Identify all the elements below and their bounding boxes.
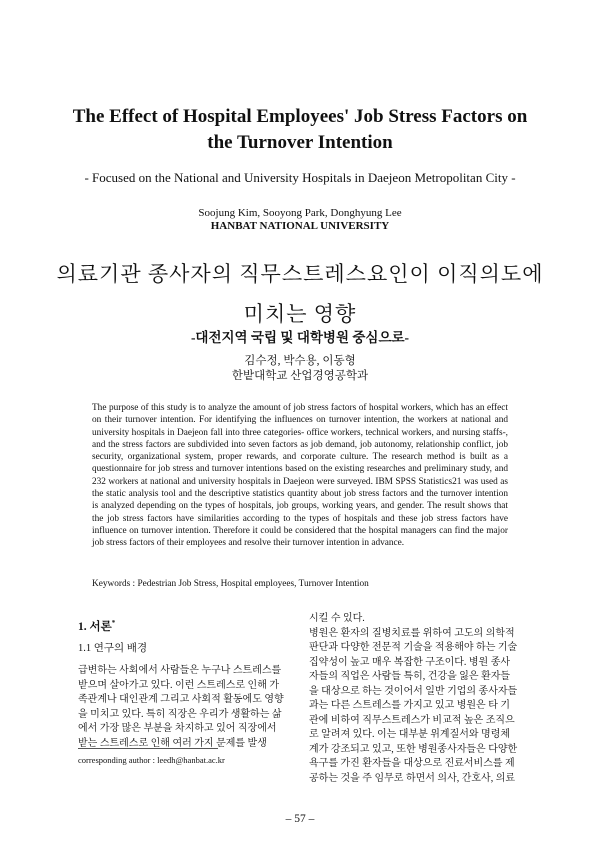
subsection-heading: 1.1 연구의 배경	[78, 643, 148, 654]
right-column-line: 을 대상으로 하는 것이어서 일반 기업의 종사자들	[309, 685, 518, 697]
right-column-body	[309, 612, 525, 786]
left-column-body	[78, 664, 298, 751]
paper-title-korean-line-1: 의료기관 종사자의 직무스트레스요인이 이직의도에	[56, 262, 544, 286]
right-column-line: 관에 비하여 직무스트레스가 비교적 높은 조직으	[309, 714, 515, 726]
paper-title	[0, 104, 600, 156]
right-column-line: 집약성이 높고 매우 복잡한 구조이다. 병원 종사	[309, 656, 511, 668]
right-column-line: 계가 강조되고 있고, 또한 병원종사자들은 다양한	[309, 743, 518, 755]
right-column-line: 판단과 다양한 전문적 기술을 적용해야 하는 기술	[309, 642, 518, 653]
right-column-line: 로 알려져 있다. 이는 대부분 위계질서와 명령체	[309, 729, 511, 740]
paper-title-korean-line-2: 미치는 영향	[243, 302, 357, 326]
paper-title-line-2: the Turnover Intention	[207, 132, 393, 153]
right-column-line: 과는 다른 스트레스를 가지고 있고 병원은 타 기	[309, 700, 511, 711]
page-number: – 57 –	[285, 813, 315, 825]
paper-subtitle: - Focused on the National and University Hospitals in Daejeon Metropolitan City -	[84, 170, 516, 185]
paper-subtitle-korean: -대전지역 국립 및 대학병원 중심으로-	[190, 330, 410, 345]
abstract: The purpose of this study is to analyze the amount of job stress factors of hospital workers, which has an effect on their turnover intention. For identifying the influences on turnover intention, the workers at national and university hospitals in Daejeon fall into three categories- office workers, technical workers, and nursing staffs-, and the stress factors are subdivided into seven factors as job demand, job autonomy, relationship conflict, job security, organizational system, proper rewards, and corporate culture. The research method is built as a questionnaire for job stress and turnover intentions based on the existing researches and preliminary study, and 232 workers at national and university hospitals in Daejeon were surveyed. IBM SPSS Statistics21 was used as the static analysis tool and the descriptive statistics quantity about job stress factors and the turnover intention is analyzed depending on the types of hospitals, job groups, working years, and gender. The result shows that the job stress factors have similarities according to the types of hospitals and these job stress factors have influence on turnover intention. Therefore it could be considered that the hospital managers can find the major job stress factors of their employees and resolve their turnover intention in advance.	[92, 403, 508, 549]
affiliation-korean: 한밭대학교 산업경영공학과	[231, 370, 369, 382]
right-column-line: 자들의 직업은 사람들 특히, 건강을 잃은 환자들	[309, 671, 511, 682]
paper-title-line-1: The Effect of Hospital Employees' Job Stress Factors on	[72, 106, 528, 127]
paper-title-korean	[0, 254, 600, 334]
left-column-line: 을 미치고 있다. 특히 직장은 우리가 생활하는 삶	[78, 708, 282, 720]
right-column-line: 병원은 환자의 질병치료를 위하여 고도의 의학적	[309, 627, 515, 639]
right-column-line: 공하는 것을 주 임무로 하면서 의사, 간호사, 의료	[309, 772, 516, 784]
right-column-line: 욕구를 가진 환자들을 대상으로 진료서비스를 제	[309, 758, 515, 769]
affiliation-en: HANBAT NATIONAL UNIVERSITY	[210, 220, 390, 232]
left-column-line: 받는 스트레스로 인해 여러 가지 문제를 발생	[78, 737, 267, 749]
section-heading	[78, 618, 115, 634]
left-column-line: 급변하는 사회에서 사람들은 누구나 스트레스를	[78, 665, 282, 676]
footnote-divider	[78, 748, 218, 749]
authors-en: Soojung Kim, Sooyong Park, Donghyung Lee	[198, 207, 402, 219]
section-heading-marker: *	[111, 619, 116, 628]
left-column-line: 족관계나 대인관계 그리고 사회적 활동에도 영향	[78, 694, 284, 705]
right-column-line: 시킬 수 있다.	[309, 613, 365, 624]
footnote: corresponding author : leedh@hanbat.ac.kr	[78, 755, 225, 765]
left-column-line: 에서 가장 많은 부분을 차지하고 있어 직장에서	[78, 723, 277, 734]
keywords: Keywords : Pedestrian Job Stress, Hospital employees, Turnover Intention	[92, 579, 369, 589]
authors-korean: 김수정, 박수용, 이동형	[244, 355, 356, 367]
left-column-line: 받으며 살아가고 있다. 이런 스트레스로 인해 가	[78, 679, 280, 691]
section-heading-text: 1. 서론	[78, 621, 112, 633]
